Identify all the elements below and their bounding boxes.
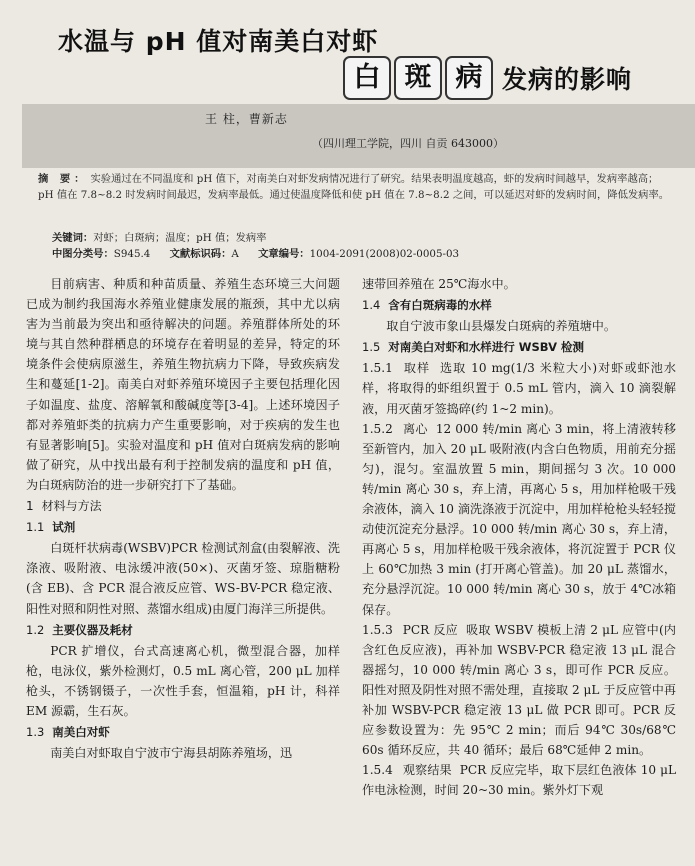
title-boxed-char-3: 病	[445, 56, 493, 100]
title-boxed-char-1: 白	[343, 56, 391, 100]
section-1-2-heading: 1.2 主要仪器及耗材	[26, 622, 133, 637]
doc-code-value: A	[231, 248, 239, 260]
keywords-label: 关键词：	[52, 232, 94, 244]
section-1-4-text: 取自宁波市象山县爆发白斑病的养殖塘中。	[386, 319, 616, 334]
doc-code-label: 文献标识码：	[169, 248, 232, 260]
classification-line	[52, 246, 672, 262]
title-line-2	[343, 56, 632, 100]
abstract-text: 实验通过在不同温度和 pH 值下，对南美白对虾发病情况进行了研究。结果表明温度越高，虾的发病时间越早，发病率越高；pH 值在 7.8~8.2 时发病时间最迟，发病率最低。通过使温度降低和使 pH 值在 7.8~8.2 之间，可以延迟对虾的发病时间，降低发病率。	[38, 173, 670, 201]
left-column	[26, 274, 340, 763]
section-1-3-text: 南美白对虾取自宁波市宁海县胡陈养殖场，迅	[50, 746, 293, 761]
article-number-label: 文章编号：	[258, 248, 310, 260]
abstract-label: 摘 要：	[38, 173, 89, 185]
keywords-text: 对虾；白斑病；温度；pH 值；发病率	[93, 232, 267, 244]
section-1-5-3: 1.5.3 PCR 反应 吸取 WSBV 模板上清 2 μL 应管中(内含红色反应液)，再补加 WSBV-PCR 稳定液 13 μL 混合器摇匀，10 000 转/min 离心 3 s，即可作 PCR 反应。阳性对照及阴性对照不需处理，直接取 2 μL 于反应管中再补加 WSBV-PCR 稳定液 13 μL 做 PCR 即可。PCR 反应参数设置为：先 95℃ 2 min；而后 94℃ 30s/68℃ 60s 循环反应，共 40 循环；最后 68℃延伸 2 min。	[362, 622, 676, 758]
section-1-1-heading: 1.1 试剂	[26, 520, 76, 535]
authors: 王 柱，曹新志	[205, 112, 288, 126]
section-1-4-heading: 1.4 含有白斑病毒的水样	[362, 298, 492, 313]
section-1-5-4: 1.5.4 观察结果 PCR 反应完毕，取下层红色液体 10 μL 作电泳检测，时间 20~30 min。紫外灯下观	[362, 763, 676, 798]
keywords	[52, 230, 672, 246]
continued-text: 速带回养殖在 25℃海水中。	[362, 277, 516, 291]
section-1-5-2: 1.5.2 离心 12 000 转/min 离心 3 min，将上清液转移至新管内，加入 20 μL 吸附液(内含白色物质，用前充分摇匀)，混匀。室温放置 5 min，期间摇匀 3 次。10 000 转/min 离心 30 s，弃上清，再离心 5 s，用加样枪吸干残余液体，滴入 10 滴洗涤液于沉淀中，用加样枪枪头轻轻搅动使沉淀充分悬浮。10 000 转/min 离心 30 s，弃上清，再离心 5 s，用加样枪吸干残余液体，将沉淀置于 PCR 仪上 60℃加热 3 min (打开离心管盖)。加 20 μL 蒸馏水，充分悬浮沉淀。10 000 转/min 离心 30 s，放于 4℃冰箱保存。	[362, 421, 676, 617]
section-1-3-heading: 1.3 南美白对虾	[26, 725, 110, 740]
article-number-value: 1004-2091(2008)02-0005-03	[309, 248, 460, 260]
title-line-2-rest: 发病的影响	[502, 65, 633, 94]
title-line-1: 水温与 pH 值对南美白对虾	[58, 27, 379, 56]
title-boxed-char-2: 斑	[394, 56, 442, 100]
affiliation: （四川理工学院，四川 自贡 643000）	[312, 137, 504, 150]
section-1-1-text: 白斑杆状病毒(WSBV)PCR 检测试剂盒(由裂解液、洗涤液、吸附液、电泳缓冲液(50×)、灭菌牙签、琼脂糖粉(含 EB)、含 PCR 混合液反应管、WS-BV-PCR 稳定液、阳性对照和阴性对照、蒸馏水组成)由厦门海洋三所提供。	[26, 541, 340, 616]
clc-label: 中图分类号：	[52, 248, 114, 260]
section-1-heading: 1 材料与方法	[26, 499, 102, 514]
section-1-5-heading: 1.5 对南美白对虾和水样进行 WSBV 检测	[362, 340, 584, 355]
abstract	[38, 171, 670, 203]
section-1-2-text: PCR 扩增仪，台式高速离心机，微型混合器，加样枪，电泳仪，紫外检测灯，0.5 mL 离心管，200 μL 加样枪头，不锈钢镊子，一次性手套，恒温箱，pH 计，科祥 EM 源霸，生石灰。	[26, 643, 340, 718]
clc-value: S945.4	[113, 248, 151, 260]
section-1-5-1: 1.5.1 取样 选取 10 mg(1/3 米粒大小)对虾或虾池水样，将取得的虾组织置于 0.5 mL 管内，滴入 10 滴裂解液，用灭菌牙签捣碎(约 1~2 min)。	[362, 361, 676, 416]
intro-paragraph: 目前病害、种质和种苗质量、养殖生态环境三大问题已成为制约我国海水养殖业健康发展的瓶颈，其中尤以病害为当前最为突出和亟待解决的问题。养殖群体所处的环境与其自然种群栖息的环境存在着明显的差异，特定的环境条件会使病原滋生，养殖生物抗病力下降，导致疾病发生和蔓延[1-2]。南美白对虾养殖环境因子主要包括理化因子如温度、盐度、溶解氧和酸碱度等[3-4]。上述环境因子都对养殖虾类的抗病力产生重要影响，对于疾病的发生也有显著影响[5]。实验对温度和 pH 值对白斑病发病的影响做了研究，从中找出最有利于控制发病的温度和 pH 值，为白斑病防治的进一步研究打下了基础。	[26, 277, 340, 492]
right-column	[362, 274, 676, 800]
